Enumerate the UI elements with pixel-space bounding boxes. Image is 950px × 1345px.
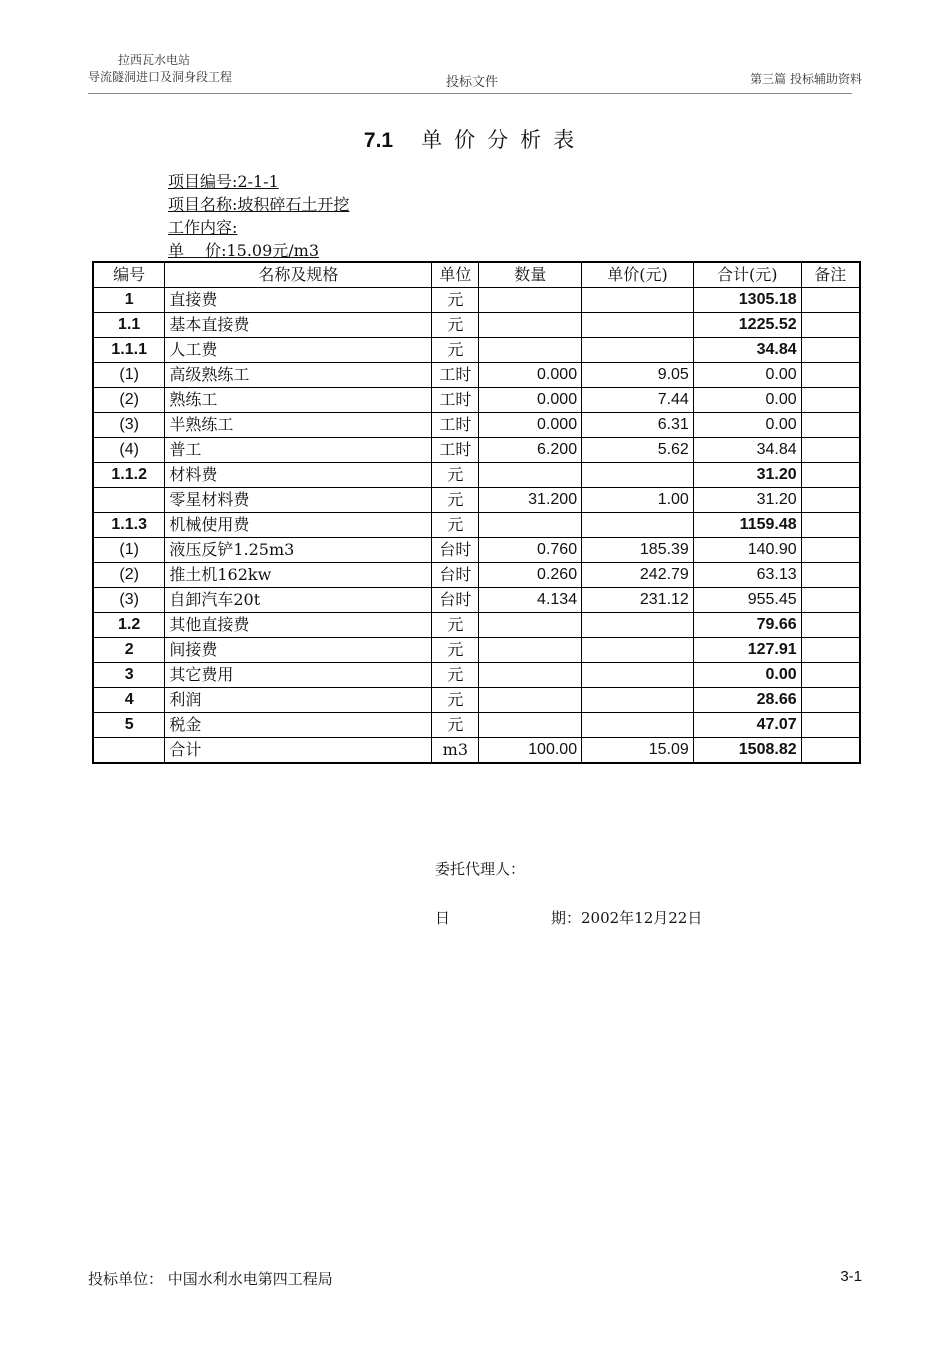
cell-price: 231.12 [582, 588, 694, 613]
cell-no [93, 738, 165, 764]
cell-total: 0.00 [693, 413, 801, 438]
cell-note [801, 338, 860, 363]
cell-unit: 台时 [432, 563, 479, 588]
cell-total: 1225.52 [693, 313, 801, 338]
table-row [93, 538, 860, 563]
cell-no: (2) [93, 563, 165, 588]
cell-total: 31.20 [693, 463, 801, 488]
cell-unit: 台时 [432, 538, 479, 563]
unit-price: 单 价:15.09元/m3 [168, 241, 320, 260]
cell-total: 140.90 [693, 538, 801, 563]
cell-unit: 元 [432, 663, 479, 688]
header-center: 投标文件 [446, 75, 499, 90]
cell-total: 955.45 [693, 588, 801, 613]
cell-total: 1508.82 [693, 738, 801, 764]
cell-name: 普工 [165, 438, 432, 463]
cell-no: 1.1.1 [93, 338, 165, 363]
agent-label: 委托代理人： [435, 860, 526, 878]
footer-bidder: 投标单位： 中国水利水电第四工程局 [88, 1270, 333, 1288]
cell-name: 直接费 [165, 288, 432, 313]
footer-page-number: 3-1 [840, 1268, 862, 1285]
cell-price: 242.79 [582, 563, 694, 588]
cell-price [582, 713, 694, 738]
cell-price [582, 338, 694, 363]
table-row [93, 488, 860, 513]
cell-total: 0.00 [693, 363, 801, 388]
table-row [93, 613, 860, 638]
cell-total: 0.00 [693, 663, 801, 688]
cell-qty: 4.134 [479, 588, 582, 613]
cell-note [801, 413, 860, 438]
page-title [0, 124, 950, 154]
cell-price: 9.05 [582, 363, 694, 388]
cell-price: 5.62 [582, 438, 694, 463]
cell-qty: 0.000 [479, 413, 582, 438]
cell-note [801, 613, 860, 638]
cell-name: 高级熟练工 [165, 363, 432, 388]
cell-no [93, 488, 165, 513]
cell-name: 人工费 [165, 338, 432, 363]
table-row [93, 313, 860, 338]
cell-note [801, 738, 860, 764]
cell-name: 材料费 [165, 463, 432, 488]
cell-note [801, 688, 860, 713]
cell-name: 其它费用 [165, 663, 432, 688]
cell-no: 3 [93, 663, 165, 688]
cell-total: 28.66 [693, 688, 801, 713]
cell-qty: 0.000 [479, 388, 582, 413]
cell-unit: 元 [432, 288, 479, 313]
cell-unit: 工时 [432, 413, 479, 438]
table-row [93, 438, 860, 463]
table-row [93, 738, 860, 764]
cell-note [801, 463, 860, 488]
cell-unit: 元 [432, 488, 479, 513]
cell-note [801, 488, 860, 513]
cell-note [801, 288, 860, 313]
table-row [93, 338, 860, 363]
cell-price [582, 288, 694, 313]
col-header-qty: 数量 [479, 262, 582, 288]
table-row [93, 588, 860, 613]
cell-name: 机械使用费 [165, 513, 432, 538]
cell-price [582, 638, 694, 663]
cell-name: 液压反铲1.25m3 [165, 538, 432, 563]
header-section-name: 导流隧洞进口及洞身段工程 [88, 70, 233, 84]
table-row [93, 713, 860, 738]
cell-unit: 工时 [432, 363, 479, 388]
table-header-row [93, 262, 860, 288]
cell-unit: 元 [432, 613, 479, 638]
col-header-total: 合计(元) [693, 262, 801, 288]
cell-total: 31.20 [693, 488, 801, 513]
table-row [93, 663, 860, 688]
cell-note [801, 713, 860, 738]
cell-note [801, 313, 860, 338]
cell-name: 间接费 [165, 638, 432, 663]
cell-qty [479, 313, 582, 338]
cell-total: 63.13 [693, 563, 801, 588]
item-name: 项目名称:坡积碎石土开挖 [168, 195, 350, 214]
cell-qty: 0.000 [479, 363, 582, 388]
cell-price [582, 463, 694, 488]
cell-name: 熟练工 [165, 388, 432, 413]
cell-total: 0.00 [693, 388, 801, 413]
item-meta [168, 170, 349, 262]
cell-no: (1) [93, 538, 165, 563]
cell-unit: 元 [432, 638, 479, 663]
cell-qty [479, 338, 582, 363]
header-project-name: 拉西瓦水电站 [118, 53, 191, 67]
cell-unit: 元 [432, 513, 479, 538]
cell-note [801, 663, 860, 688]
cell-qty: 100.00 [479, 738, 582, 764]
cell-note [801, 388, 860, 413]
col-header-price: 单价(元) [582, 262, 694, 288]
cell-note [801, 513, 860, 538]
cell-no: 1.1.2 [93, 463, 165, 488]
cell-qty [479, 288, 582, 313]
cell-note [801, 588, 860, 613]
cell-qty [479, 513, 582, 538]
cell-note [801, 363, 860, 388]
cell-name: 合计 [165, 738, 432, 764]
cell-total: 34.84 [693, 438, 801, 463]
cell-no: 1.1.3 [93, 513, 165, 538]
cell-total: 1159.48 [693, 513, 801, 538]
cell-unit: 元 [432, 463, 479, 488]
cell-no: (3) [93, 588, 165, 613]
cell-qty: 0.260 [479, 563, 582, 588]
col-header-no: 编号 [93, 262, 165, 288]
cell-note [801, 638, 860, 663]
cell-unit: 元 [432, 313, 479, 338]
col-header-note: 备注 [801, 262, 860, 288]
cell-unit: 工时 [432, 388, 479, 413]
unit-price-table [92, 261, 861, 764]
date-label: 日 [435, 909, 451, 927]
cell-unit: 元 [432, 688, 479, 713]
table-row [93, 513, 860, 538]
cell-unit: m3 [432, 738, 479, 764]
cell-note [801, 538, 860, 563]
cell-no: (1) [93, 363, 165, 388]
header-divider [88, 93, 852, 94]
cell-price [582, 613, 694, 638]
cell-total: 127.91 [693, 638, 801, 663]
cell-price [582, 313, 694, 338]
cell-price: 6.31 [582, 413, 694, 438]
table-row [93, 638, 860, 663]
work-content: 工作内容: [168, 218, 238, 237]
cell-total: 1305.18 [693, 288, 801, 313]
cell-name: 税金 [165, 713, 432, 738]
title-text: 单价分析表 [421, 128, 587, 152]
cell-total: 47.07 [693, 713, 801, 738]
cell-note [801, 563, 860, 588]
cell-no: 4 [93, 688, 165, 713]
table-row [93, 463, 860, 488]
cell-qty: 0.760 [479, 538, 582, 563]
cell-unit: 元 [432, 338, 479, 363]
cell-price [582, 688, 694, 713]
cell-name: 自卸汽车20t [165, 588, 432, 613]
cell-price [582, 513, 694, 538]
header-left [88, 52, 232, 86]
table-row [93, 288, 860, 313]
cell-name: 推土机162kw [165, 563, 432, 588]
date-value: 期：2002年12月22日 [551, 909, 703, 927]
cell-qty [479, 463, 582, 488]
cell-no: 2 [93, 638, 165, 663]
table-row [93, 363, 860, 388]
cell-qty [479, 713, 582, 738]
cell-price: 185.39 [582, 538, 694, 563]
title-number: 7.1 [363, 129, 394, 152]
cell-no: (2) [93, 388, 165, 413]
cell-qty [479, 638, 582, 663]
table-row [93, 388, 860, 413]
cell-price [582, 663, 694, 688]
cell-unit: 工时 [432, 438, 479, 463]
cell-qty [479, 613, 582, 638]
cell-no: (3) [93, 413, 165, 438]
cell-price: 7.44 [582, 388, 694, 413]
cell-name: 其他直接费 [165, 613, 432, 638]
header-right: 第三篇 投标辅助资料 [750, 72, 862, 86]
cell-name: 基本直接费 [165, 313, 432, 338]
cell-qty: 31.200 [479, 488, 582, 513]
table-row [93, 688, 860, 713]
cell-qty: 6.200 [479, 438, 582, 463]
cell-name: 零星材料费 [165, 488, 432, 513]
col-header-unit: 单位 [432, 262, 479, 288]
cell-unit: 台时 [432, 588, 479, 613]
cell-unit: 元 [432, 713, 479, 738]
cell-name: 利润 [165, 688, 432, 713]
item-code: 项目编号:2-1-1 [168, 172, 279, 191]
cell-no: 1.2 [93, 613, 165, 638]
cell-no: (4) [93, 438, 165, 463]
cell-price: 15.09 [582, 738, 694, 764]
cell-name: 半熟练工 [165, 413, 432, 438]
cell-no: 5 [93, 713, 165, 738]
cell-no: 1 [93, 288, 165, 313]
cell-total: 34.84 [693, 338, 801, 363]
cell-qty [479, 688, 582, 713]
cell-price: 1.00 [582, 488, 694, 513]
table-row [93, 563, 860, 588]
cell-no: 1.1 [93, 313, 165, 338]
cell-total: 79.66 [693, 613, 801, 638]
col-header-name: 名称及规格 [165, 262, 432, 288]
cell-qty [479, 663, 582, 688]
cell-note [801, 438, 860, 463]
table-row [93, 413, 860, 438]
